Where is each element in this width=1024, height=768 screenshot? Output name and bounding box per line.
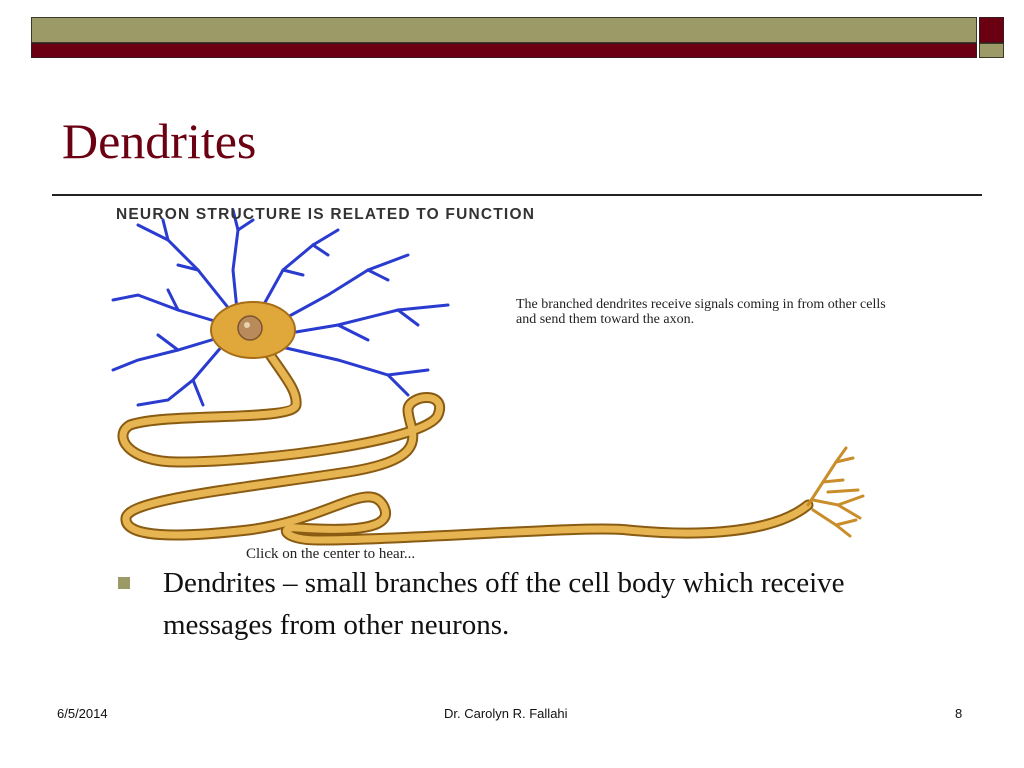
footer-page-number: 8 — [955, 706, 963, 721]
nucleus — [238, 316, 262, 340]
header-bar-red — [31, 43, 977, 58]
slide-title: Dendrites — [62, 113, 257, 169]
header-corner-red — [979, 17, 1004, 43]
header-bar-olive — [31, 17, 977, 43]
figure-heading: NEURON STRUCTURE IS RELATED TO FUNCTION — [116, 206, 536, 223]
bullet-text: Dendrites – small branches off the cell body which receive messages from other neurons. — [163, 567, 845, 641]
bullet-marker — [118, 577, 130, 589]
axon — [123, 340, 808, 540]
neuron-figure — [108, 200, 888, 562]
footer-date: 6/5/2014 — [57, 706, 108, 721]
axon-terminals — [808, 448, 863, 536]
figure-cutoff-text: Click on the center to hear... — [246, 546, 416, 562]
figure-caption: The branched dendrites receive signals coming in from other cells and send them toward the axon. — [516, 297, 886, 327]
neuron-illustration — [108, 200, 888, 552]
footer-author: Dr. Carolyn R. Fallahi — [444, 706, 568, 721]
header-corner-olive — [979, 43, 1004, 58]
title-divider — [52, 194, 982, 196]
